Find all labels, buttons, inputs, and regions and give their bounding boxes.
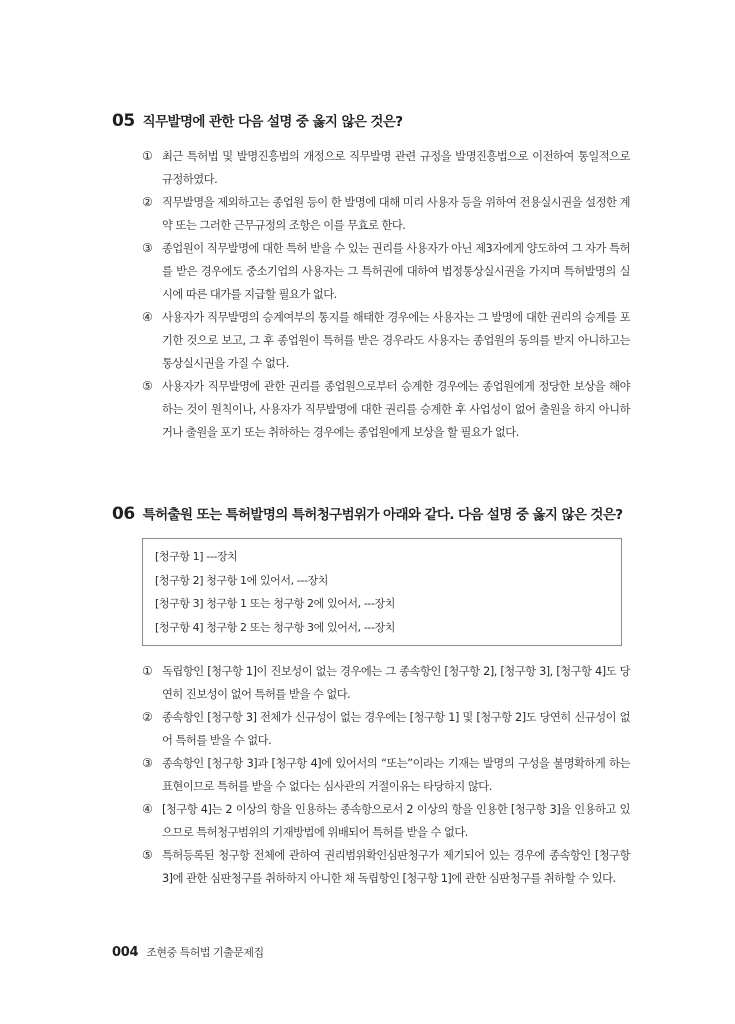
option-marker: ③ xyxy=(142,241,153,255)
option-list xyxy=(142,145,630,444)
option-marker: ④ xyxy=(142,802,153,816)
option-marker: ④ xyxy=(142,310,153,324)
option-text: 독립항인 [청구항 1]이 진보성이 없는 경우에는 그 종속항인 [청구항 2], [청구항 3], [청구항 4]도 당연히 진보성이 없어 특허를 받을 수 없다. xyxy=(162,665,630,701)
option-marker: ② xyxy=(142,710,153,724)
option-text: 사용자가 직무발명에 관한 권리를 종업원으로부터 승계한 경우에는 종업원에게 정당한 보상을 해야하는 것이 원칙이나, 사용자가 직무발명에 대한 권리를 승계한 후 사업성이 없어 출원을 하지 아니하거나 출원을 포기 또는 취하하는 경우에는 종업원에게 보상을 할 필요가 없다. xyxy=(162,380,630,439)
option-text: 특허등록된 청구항 전체에 관하여 권리범위확인심판청구가 제기되어 있는 경우에 종속항인 [청구항 3]에 관한 심판청구를 취하하지 아니한 채 독립항인 [청구항 1]에 관한 심판청구를 취하할 수 있다. xyxy=(162,849,630,885)
option-2 xyxy=(142,706,630,752)
option-marker: ① xyxy=(142,149,153,163)
claim-line: [청구항 3] 청구항 1 또는 청구항 2에 있어서, ---장치 xyxy=(155,597,395,610)
option-marker: ⑤ xyxy=(142,848,153,862)
question-title: 직무발명에 관한 다음 설명 중 옳지 않은 것은? xyxy=(142,114,403,130)
option-4 xyxy=(142,798,630,844)
question-05 xyxy=(112,110,632,444)
option-text: 직무발명을 제외하고는 종업원 등이 한 발명에 대해 미리 사용자 등을 위하여 전용실시권을 설정한 계약 또는 그러한 근무규정의 조항은 이를 무효로 한다. xyxy=(162,196,630,232)
option-3 xyxy=(142,752,630,798)
option-5 xyxy=(142,844,630,890)
page-number: 004 xyxy=(112,945,139,960)
question-number: 06 xyxy=(112,504,135,524)
question-header xyxy=(112,110,632,131)
option-list xyxy=(142,660,630,890)
option-text: 종속항인 [청구항 3]과 [청구항 4]에 있어서의 “또는”이라는 기재는 발명의 구성을 불명확하게 하는 표현이므로 특허를 받을 수 없다는 심사관의 거절이유는 타당하지 않다. xyxy=(162,757,630,793)
claims-box xyxy=(142,538,622,646)
question-title: 특허출원 또는 특허발명의 특허청구범위가 아래와 같다. 다음 설명 중 옳지 않은 것은? xyxy=(142,507,623,523)
option-4 xyxy=(142,306,630,375)
option-text: 종속항인 [청구항 3] 전체가 신규성이 없는 경우에는 [청구항 1] 및 [청구항 2]도 당연히 신규성이 없어 특허를 받을 수 없다. xyxy=(162,711,630,747)
option-marker: ③ xyxy=(142,756,153,770)
book-title: 조현중 특허법 기출문제집 xyxy=(146,946,264,959)
page-footer xyxy=(112,944,264,960)
option-text: [청구항 4]는 2 이상의 항을 인용하는 종속항으로서 2 이상의 항을 인용한 [청구항 3]을 인용하고 있으므로 특허청구범위의 기재방법에 위배되어 특허를 받을 수 없다. xyxy=(162,803,630,839)
question-number: 05 xyxy=(112,111,135,131)
claim-line: [청구항 1] ---장치 xyxy=(155,550,238,563)
option-5 xyxy=(142,375,630,444)
option-1 xyxy=(142,660,630,706)
option-text: 최근 특허법 및 발명진흥법의 개정으로 직무발명 관련 규정을 발명진흥법으로 이전하여 통일적으로 규정하였다. xyxy=(162,150,630,186)
option-marker: ② xyxy=(142,195,153,209)
option-2 xyxy=(142,191,630,237)
claim-line: [청구항 4] 청구항 2 또는 청구항 3에 있어서, ---장치 xyxy=(155,620,395,634)
question-header xyxy=(112,503,632,524)
option-3 xyxy=(142,237,630,306)
question-06 xyxy=(112,503,632,890)
option-text: 종업원이 직무발명에 대한 특허 받을 수 있는 권리를 사용자가 아닌 제3자에게 양도하여 그 자가 특허를 받은 경우에도 중소기업의 사용자는 그 특허권에 대하여 법정통상실시권을 가지며 특허발명의 실시에 따른 대가를 지급할 필요가 없다. xyxy=(162,242,630,301)
option-1 xyxy=(142,145,630,191)
option-text: 사용자가 직무발명의 승계여부의 통지를 해태한 경우에는 사용자는 그 발명에 대한 권리의 승계를 포기한 것으로 보고, 그 후 종업원이 특허를 받은 경우라도 사용자는 종업원의 동의를 받지 아니하고는 통상실시권을 가질 수 없다. xyxy=(162,311,630,370)
option-marker: ⑤ xyxy=(142,379,153,393)
claim-line: [청구항 2] 청구항 1에 있어서, ---장치 xyxy=(155,573,328,587)
option-marker: ① xyxy=(142,664,153,678)
